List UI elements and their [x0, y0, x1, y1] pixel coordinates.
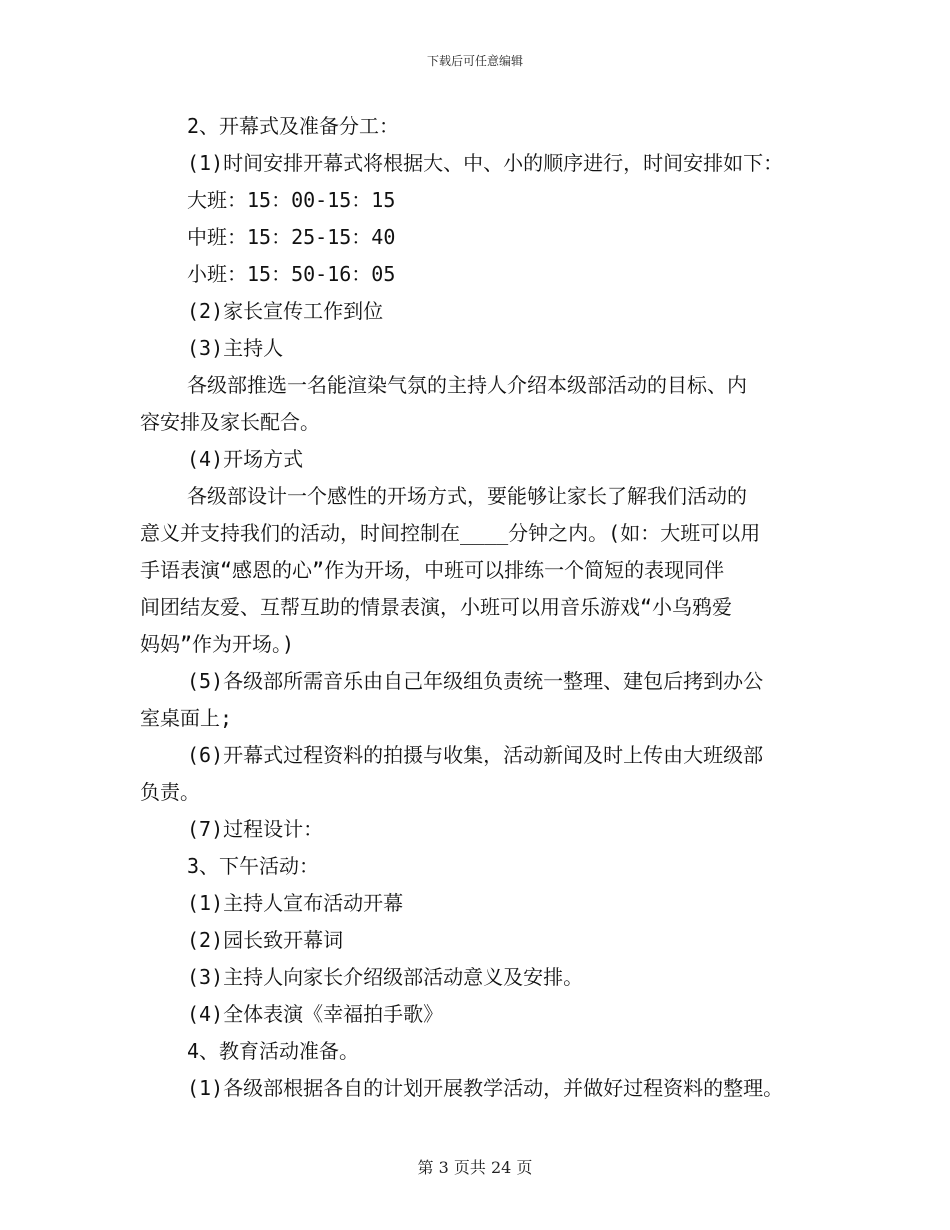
paragraph-line: (2)家长宣传工作到位 — [187, 299, 384, 323]
paragraph-line: (5)各级部所需音乐由自己年级组负责统一整理、建包后拷到办公 — [187, 669, 764, 693]
schedule-small-class: 小班：15：50-16：05 — [187, 262, 396, 286]
paragraph-line: 手语表演“感恩的心”作为开场，中班可以排练一个简短的表现同伴 — [140, 558, 725, 582]
paragraph-line: (4)全体表演《幸福拍手歌》 — [187, 1002, 444, 1026]
heading-education-prep: 4、教育活动准备。 — [187, 1039, 360, 1063]
paragraph-line: (6)开幕式过程资料的拍摄与收集，活动新闻及时上传由大班级部 — [187, 743, 764, 767]
heading-afternoon-activity: 3、下午活动： — [187, 854, 320, 878]
paragraph-line: 意义并支持我们的活动，时间控制在____分钟之内。(如：大班可以用 — [140, 521, 761, 545]
paragraph-line: 容安排及家长配合。 — [140, 410, 320, 434]
document-body — [140, 108, 830, 1107]
paragraph-line: (1)主持人宣布活动开幕 — [187, 891, 404, 915]
paragraph-line: (3)主持人 — [187, 336, 284, 360]
paragraph-line: (7)过程设计： — [187, 817, 324, 841]
page-footer: 第 3 页共 24 页 — [417, 1158, 533, 1177]
paragraph-line: (3)主持人向家长介绍级部活动意义及安排。 — [187, 965, 584, 989]
paragraph-line: (4)开场方式 — [187, 447, 304, 471]
paragraph-line: 各级部推选一名能渲染气氛的主持人介绍本级部活动的目标、内 — [187, 373, 747, 397]
paragraph-line: 各级部设计一个感性的开场方式，要能够让家长了解我们活动的 — [187, 484, 747, 508]
paragraph-line: 间团结友爱、互帮互助的情景表演，小班可以用音乐游戏“小乌鸦爱 — [140, 595, 733, 619]
paragraph-line: 负责。 — [140, 780, 200, 804]
heading-opening-ceremony: 2、开幕式及准备分工： — [187, 114, 400, 138]
schedule-big-class: 大班：15：00-15：15 — [187, 188, 396, 212]
paragraph-line: (2)园长致开幕词 — [187, 928, 344, 952]
paragraph-line: 室桌面上; — [140, 706, 233, 730]
paragraph-line: (1)时间安排开幕式将根据大、中、小的顺序进行，时间安排如下： — [187, 151, 784, 175]
schedule-middle-class: 中班：15：25-15：40 — [187, 225, 396, 249]
paragraph-line: 妈妈”作为开场。) — [140, 632, 295, 656]
page-header: 下载后可任意编辑 — [426, 54, 523, 68]
paragraph-line: (1)各级部根据各自的计划开展教学活动，并做好过程资料的整理。 — [187, 1076, 784, 1100]
